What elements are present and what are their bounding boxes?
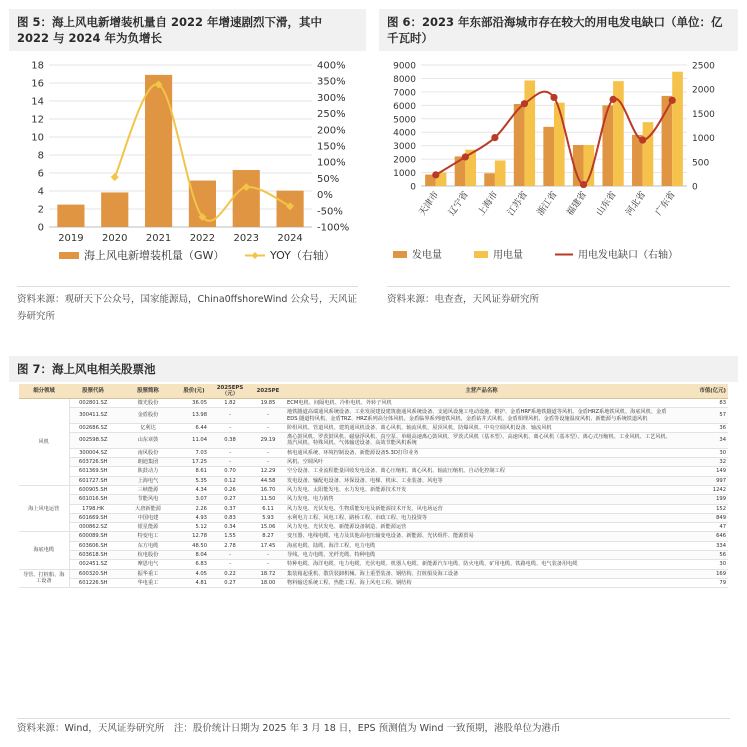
stock-pe: 18.00 bbox=[251, 578, 285, 587]
legend-label: 发电量 bbox=[412, 250, 442, 261]
x-tick-label: 天津市 bbox=[417, 189, 442, 218]
header-market-cap: 市值(亿元) bbox=[678, 384, 728, 399]
stock-products: 风机、空调风叶 bbox=[285, 458, 678, 467]
stock-name: 杭电股份 bbox=[117, 551, 179, 560]
stock-market-cap: 334 bbox=[678, 541, 728, 550]
stock-eps: - bbox=[209, 458, 251, 467]
line-point-chart6 bbox=[639, 136, 646, 143]
stock-market-cap: 849 bbox=[678, 513, 728, 522]
stock-products: 变压器、电线电缆、电力及其他高电压输变电设备、新能源、光伏组件、能源贸易 bbox=[285, 532, 678, 541]
line-point-chart6 bbox=[550, 94, 557, 101]
header-products: 主营产品名称 bbox=[285, 384, 678, 399]
table-row bbox=[19, 551, 728, 560]
stock-products: 发电设备、输配电设备、环保设备、电梯、机床、工业装备、风电等 bbox=[285, 476, 678, 485]
stock-eps: - bbox=[209, 448, 251, 457]
figure-7-source: 资料来源：Wind，天风证券研究所 注：股价统计日期为 2025 年 3 月 18 日，EPS 预测值为 Wind 一致预期，港股单位为港币 bbox=[17, 723, 561, 734]
table-header-row bbox=[19, 384, 728, 399]
stock-pe: 8.27 bbox=[251, 532, 285, 541]
stock-pool-table-wrap bbox=[19, 384, 728, 716]
table-row bbox=[19, 467, 728, 476]
line-point-chart6 bbox=[610, 96, 617, 103]
stock-price: 4.05 bbox=[179, 569, 209, 578]
x-tick-label: 辽宁省 bbox=[447, 189, 471, 218]
stock-code: 601669.SH bbox=[69, 513, 117, 522]
stock-pe: 11.50 bbox=[251, 495, 285, 504]
stock-products: 风力发电、电力销售 bbox=[285, 495, 678, 504]
stock-code: 601369.SH bbox=[69, 467, 117, 476]
y-left-tick-label: 5000 bbox=[393, 115, 416, 126]
x-tick-label: 河北省 bbox=[624, 189, 649, 218]
x-tick-label: 江苏省 bbox=[506, 189, 530, 218]
stock-code: 601727.SH bbox=[69, 476, 117, 485]
stock-code: 600905.SH bbox=[69, 485, 117, 494]
bar-chart6-s0 bbox=[543, 127, 554, 186]
stock-eps: 0.27 bbox=[209, 578, 251, 587]
y-right-tick-label: -50% bbox=[317, 206, 343, 218]
stock-eps: - bbox=[209, 423, 251, 432]
x-tick-label: 福建省 bbox=[565, 189, 590, 218]
y-left-tick-label: 0 bbox=[37, 222, 44, 234]
bar-chart5-s0 bbox=[101, 192, 128, 227]
bar-chart5-s0 bbox=[145, 75, 172, 227]
stock-market-cap: 30 bbox=[678, 560, 728, 569]
x-tick-label: 2021 bbox=[145, 233, 172, 244]
stock-code: 300411.SZ bbox=[69, 408, 117, 424]
stock-products: 风力发电、太阳能发电、水力发电、新能源技术开发 bbox=[285, 485, 678, 494]
header-sector: 细分领域 bbox=[19, 384, 69, 399]
stock-market-cap: 169 bbox=[678, 569, 728, 578]
table-row bbox=[19, 569, 728, 578]
stock-products: 物料输送系统工程、热能工程、海上风电工程、钢结构 bbox=[285, 578, 678, 587]
y-left-tick-label: 4000 bbox=[393, 128, 416, 139]
stock-name: 三峡能源 bbox=[117, 485, 179, 494]
sector-cell: 海上风电运营 bbox=[19, 485, 69, 531]
figure-7-divider bbox=[17, 718, 730, 719]
legend-swatch bbox=[474, 251, 488, 258]
y-left-tick-label: 16 bbox=[31, 78, 44, 90]
line-point-chart6 bbox=[491, 134, 498, 141]
y-right-tick-label: 100% bbox=[317, 157, 346, 169]
stock-name: 微光股份 bbox=[117, 399, 179, 408]
stock-code: 002686.SZ bbox=[69, 423, 117, 432]
y-left-tick-label: 2000 bbox=[393, 155, 416, 166]
stock-market-cap: 152 bbox=[678, 504, 728, 513]
stock-market-cap: 32 bbox=[678, 458, 728, 467]
stock-name: 振华重工 bbox=[117, 569, 179, 578]
stock-products: 导线、电力电缆、光纤光缆、特种电缆 bbox=[285, 551, 678, 560]
stock-eps: 1.55 bbox=[209, 532, 251, 541]
stock-market-cap: 199 bbox=[678, 495, 728, 504]
table-row bbox=[19, 513, 728, 522]
y-right-tick-label: 400% bbox=[317, 60, 346, 72]
stock-code: 601226.SH bbox=[69, 578, 117, 587]
stock-pe: 18.72 bbox=[251, 569, 285, 578]
y-left-tick-label: 8 bbox=[37, 150, 44, 162]
stock-eps: 0.83 bbox=[209, 513, 251, 522]
stock-name: 朗迪集团 bbox=[117, 458, 179, 467]
stock-price: 6.83 bbox=[179, 560, 209, 569]
bar-chart6-s1 bbox=[495, 160, 506, 186]
table-row bbox=[19, 495, 728, 504]
stock-name: 亿利达 bbox=[117, 423, 179, 432]
y-left-tick-label: 4 bbox=[37, 186, 44, 198]
stock-price: 6.44 bbox=[179, 423, 209, 432]
chart-5 bbox=[9, 53, 366, 281]
bar-chart6-s0 bbox=[514, 104, 525, 186]
y-right-tick-label: 1500 bbox=[692, 109, 715, 120]
stock-market-cap: 1242 bbox=[678, 485, 728, 494]
x-tick-label: 上海市 bbox=[476, 189, 501, 218]
stock-eps: 2.78 bbox=[209, 541, 251, 550]
table-row bbox=[19, 423, 728, 432]
stock-price: 11.04 bbox=[179, 433, 209, 449]
stock-price: 5.35 bbox=[179, 476, 209, 485]
stock-market-cap: 34 bbox=[678, 433, 728, 449]
legend-label: YOY（右轴） bbox=[270, 249, 335, 262]
header-eps: 2025EPS（元） bbox=[209, 384, 251, 399]
bar-chart6-s1 bbox=[672, 72, 683, 186]
stock-pe: 44.58 bbox=[251, 476, 285, 485]
stock-name: 南风股份 bbox=[117, 448, 179, 457]
stock-name: 银星能源 bbox=[117, 523, 179, 532]
stock-eps: 1.82 bbox=[209, 399, 251, 408]
legend-label: 用电发电缺口（右轴） bbox=[578, 250, 678, 261]
header-code: 股票代码 bbox=[69, 384, 117, 399]
table-row bbox=[19, 523, 728, 532]
x-tick-label: 2024 bbox=[277, 233, 303, 244]
y-left-tick-label: 14 bbox=[31, 96, 44, 108]
stock-pool-table bbox=[19, 384, 728, 588]
figure-7-title: 图 7：海上风电相关股票池 bbox=[9, 356, 738, 382]
stock-products: 集装箱起重机、散货装卸机械、海上重型装备、钢结构、打桩船及海工设备 bbox=[285, 569, 678, 578]
y-right-tick-label: 150% bbox=[317, 141, 346, 153]
stock-market-cap: 149 bbox=[678, 467, 728, 476]
stock-code: 603618.SH bbox=[69, 551, 117, 560]
stock-pe: - bbox=[251, 448, 285, 457]
table-row bbox=[19, 448, 728, 457]
y-right-tick-label: 250% bbox=[317, 109, 346, 121]
stock-code: 600089.SH bbox=[69, 532, 117, 541]
stock-price: 8.61 bbox=[179, 467, 209, 476]
table-row bbox=[19, 541, 728, 550]
stock-eps: 0.27 bbox=[209, 495, 251, 504]
stock-products: ECM电机、间隔电机、冷柜电机、外转子风机 bbox=[285, 399, 678, 408]
line-point-chart6 bbox=[432, 171, 439, 178]
figure-6-source: 资料来源：电查查，天风证券研究所 bbox=[387, 294, 540, 305]
x-tick-label: 2019 bbox=[58, 233, 84, 244]
figure-5-title: 图 5：海上风电新增装机量自 2022 年增速剧烈下滑，其中 2022 与 2024 年为负增长 bbox=[9, 9, 366, 51]
stock-code: 600320.SH bbox=[69, 569, 117, 578]
y-left-tick-label: 1000 bbox=[393, 169, 416, 180]
stock-code: 002598.SZ bbox=[69, 433, 117, 449]
header-price: 股价(元) bbox=[179, 384, 209, 399]
sector-cell: 导管、打桩船、海工设备 bbox=[19, 569, 69, 588]
bar-chart6-s1 bbox=[643, 122, 654, 186]
bar-chart5-s0 bbox=[57, 205, 84, 227]
stock-name: 特变电工 bbox=[117, 532, 179, 541]
stock-price: 48.50 bbox=[179, 541, 209, 550]
stock-market-cap: 57 bbox=[678, 408, 728, 424]
stock-products: 地铁隧道高端通风系统设备、工业发展建设建筑施通风系统设备、支通风设施工电动设施、维护、金盾HRF系地铁隧道等风机、金盾HRZ系地铁风机、海底风机、金盾EDS 隧道特风机、金盾TRZ、HRZ系列高分体风机、金盾临界系列地铁风机、金盾钻井式风机、金盾相理风机、金盾等设施温度风机、新能源与系统铁道风机 bbox=[285, 408, 678, 424]
stock-code: 300004.SZ bbox=[69, 448, 117, 457]
stock-products: 风力发电、光伏发电、新能源设备制造、新能源运营 bbox=[285, 523, 678, 532]
stock-eps: - bbox=[209, 408, 251, 424]
header-pe: 2025PE bbox=[251, 384, 285, 399]
table-row bbox=[19, 399, 728, 408]
y-left-tick-label: 8000 bbox=[393, 74, 416, 85]
stock-name: 东方电缆 bbox=[117, 541, 179, 550]
legend-label: 海上风电新增装机量（GW） bbox=[84, 249, 225, 262]
stock-eps: 0.26 bbox=[209, 485, 251, 494]
stock-eps: - bbox=[209, 551, 251, 560]
stock-price: 3.07 bbox=[179, 495, 209, 504]
stock-pe: 16.70 bbox=[251, 485, 285, 494]
line-point-chart6 bbox=[462, 153, 469, 160]
stock-name: 金盾股份 bbox=[117, 408, 179, 424]
stock-price: 7.03 bbox=[179, 448, 209, 457]
stock-eps: 0.70 bbox=[209, 467, 251, 476]
stock-market-cap: 56 bbox=[678, 551, 728, 560]
line-point-chart6 bbox=[521, 100, 528, 107]
stock-products: 离心鼓风机、罗茨鼓风机、磁悬浮风机、真空泵、单级高速离心鼓风机、罗茨式风机（基本型）、高速风机、离心风机（基本型）、离心式压缩机、工业风机、工艺风机、蒸汽风机、特殊风机、气体输送设备、高效节能风机系统 bbox=[285, 433, 678, 449]
stock-name: 中国电建 bbox=[117, 513, 179, 522]
stock-pe: 12.29 bbox=[251, 467, 285, 476]
figure-6 bbox=[379, 9, 738, 330]
stock-price: 5.12 bbox=[179, 523, 209, 532]
stock-pe: - bbox=[251, 551, 285, 560]
stock-pe: 17.45 bbox=[251, 541, 285, 550]
y-right-tick-label: 350% bbox=[317, 76, 346, 88]
y-right-tick-label: 0 bbox=[692, 182, 698, 193]
sector-cell: 风机 bbox=[19, 399, 69, 486]
y-left-tick-label: 2 bbox=[37, 204, 44, 216]
line-point-chart6 bbox=[580, 181, 587, 188]
stock-market-cap: 30 bbox=[678, 448, 728, 457]
stock-pe: 15.06 bbox=[251, 523, 285, 532]
stock-price: 4.93 bbox=[179, 513, 209, 522]
table-row bbox=[19, 458, 728, 467]
stock-pe: - bbox=[251, 408, 285, 424]
y-left-tick-label: 12 bbox=[31, 114, 44, 126]
stock-price: 12.78 bbox=[179, 532, 209, 541]
y-right-tick-label: 0% bbox=[317, 190, 333, 202]
stock-name: 节能风电 bbox=[117, 495, 179, 504]
x-tick-label: 广东省 bbox=[653, 189, 678, 218]
legend-swatch bbox=[59, 252, 79, 259]
x-tick-label: 山东省 bbox=[594, 189, 619, 218]
stock-name: 山东章鼓 bbox=[117, 433, 179, 449]
y-left-tick-label: 6000 bbox=[393, 101, 416, 112]
stock-price: 4.81 bbox=[179, 578, 209, 587]
legend-marker bbox=[252, 252, 259, 259]
figure-5 bbox=[9, 9, 366, 330]
y-left-tick-label: 10 bbox=[31, 132, 44, 144]
stock-code: 603726.SH bbox=[69, 458, 117, 467]
stock-code: 603606.SH bbox=[69, 541, 117, 550]
figure-7 bbox=[9, 356, 738, 741]
stock-market-cap: 79 bbox=[678, 578, 728, 587]
stock-name: 陕鼓动力 bbox=[117, 467, 179, 476]
stock-price: 2.26 bbox=[179, 504, 209, 513]
table-row bbox=[19, 433, 728, 449]
x-tick-label: 2022 bbox=[189, 233, 216, 244]
chart-6 bbox=[379, 53, 738, 281]
stock-market-cap: 997 bbox=[678, 476, 728, 485]
stock-price: 36.05 bbox=[179, 399, 209, 408]
legend-swatch bbox=[393, 251, 407, 258]
stock-name: 上海电气 bbox=[117, 476, 179, 485]
y-right-tick-label: 500 bbox=[692, 158, 710, 169]
y-right-tick-label: 200% bbox=[317, 125, 346, 137]
stock-eps: 0.12 bbox=[209, 476, 251, 485]
stock-eps: - bbox=[209, 560, 251, 569]
y-right-tick-label: 2500 bbox=[692, 61, 715, 72]
stock-price: 4.34 bbox=[179, 485, 209, 494]
stock-pe: 5.93 bbox=[251, 513, 285, 522]
y-left-tick-label: 9000 bbox=[393, 61, 416, 72]
stock-code: 002801.SZ bbox=[69, 399, 117, 408]
stock-pe: 19.85 bbox=[251, 399, 285, 408]
bar-chart6-s0 bbox=[602, 105, 613, 186]
stock-products: 特种电缆、海洋电缆、电力电缆、光伏电缆、机器人电缆、新能源汽车电缆、防火电缆、矿用电缆、铁路电缆、电气装备用电缆 bbox=[285, 560, 678, 569]
table-row bbox=[19, 408, 728, 424]
y-right-tick-label: -100% bbox=[317, 222, 350, 234]
stock-pe: - bbox=[251, 458, 285, 467]
stock-name: 摩恩电气 bbox=[117, 560, 179, 569]
stock-products: 核电通风系统、环境控制设备、新能源设备5.3D打印业务 bbox=[285, 448, 678, 457]
stock-eps: 0.34 bbox=[209, 523, 251, 532]
sector-cell: 海底电缆 bbox=[19, 532, 69, 569]
bar-chart6-s0 bbox=[484, 173, 495, 186]
stock-code: 1798.HK bbox=[69, 504, 117, 513]
stock-market-cap: 646 bbox=[678, 532, 728, 541]
stock-market-cap: 83 bbox=[678, 399, 728, 408]
stock-code: 000862.SZ bbox=[69, 523, 117, 532]
figure-6-title: 图 6：2023 年东部沿海城市存在较大的用电发电缺口（单位：亿千瓦时） bbox=[379, 9, 738, 51]
y-right-tick-label: 50% bbox=[317, 173, 340, 185]
line-point-chart6 bbox=[669, 97, 676, 104]
y-left-tick-label: 6 bbox=[37, 168, 44, 180]
stock-name: 大唐新能源 bbox=[117, 504, 179, 513]
figure-6-divider bbox=[387, 286, 730, 287]
table-row bbox=[19, 578, 728, 587]
bar-chart5-s0 bbox=[233, 170, 260, 227]
stock-eps: 0.22 bbox=[209, 569, 251, 578]
x-tick-label: 2020 bbox=[102, 233, 128, 244]
stock-products: 阶组风机、管道风机、建筑通风机设备、离心风机、轴流风机、屋顶风机、防爆风机、中央空调风机设备、轴流风机 bbox=[285, 423, 678, 432]
y-right-tick-label: 1000 bbox=[692, 134, 715, 145]
stock-eps: 0.37 bbox=[209, 504, 251, 513]
y-right-tick-label: 300% bbox=[317, 92, 346, 104]
bar-chart6-s1 bbox=[554, 103, 565, 186]
stock-products: 风力发电、光伏发电、生物质能发电及新能源技术开发、风电场运营 bbox=[285, 504, 678, 513]
y-right-tick-label: 2000 bbox=[692, 85, 715, 96]
stock-pe: 29.19 bbox=[251, 433, 285, 449]
stock-products: 空分设备、工业流程能量回收发电设备、离心压缩机、离心风机、轴流压缩机、自动化控制工程 bbox=[285, 467, 678, 476]
table-row bbox=[19, 560, 728, 569]
line-point-chart5 bbox=[111, 173, 119, 181]
y-left-tick-label: 7000 bbox=[393, 88, 416, 99]
y-left-tick-label: 0 bbox=[410, 182, 416, 193]
stock-price: 8.04 bbox=[179, 551, 209, 560]
figure-5-divider bbox=[17, 286, 358, 287]
stock-name: 华电重工 bbox=[117, 578, 179, 587]
stock-code: 002451.SZ bbox=[69, 560, 117, 569]
x-tick-label: 2023 bbox=[233, 233, 259, 244]
stock-pe: - bbox=[251, 560, 285, 569]
stock-pe: 6.11 bbox=[251, 504, 285, 513]
stock-code: 601016.SH bbox=[69, 495, 117, 504]
table-row bbox=[19, 532, 728, 541]
x-tick-label: 浙江省 bbox=[535, 189, 560, 218]
table-row bbox=[19, 485, 728, 494]
legend-label: 用电量 bbox=[493, 250, 523, 261]
y-left-tick-label: 18 bbox=[31, 60, 44, 72]
stock-price: 17.25 bbox=[179, 458, 209, 467]
table-row bbox=[19, 504, 728, 513]
stock-eps: 0.38 bbox=[209, 433, 251, 449]
table-row bbox=[19, 476, 728, 485]
stock-products: 水利电力工程、风电工程、路桥工程、市政工程、电力投资等 bbox=[285, 513, 678, 522]
stock-pe: - bbox=[251, 423, 285, 432]
stock-market-cap: 47 bbox=[678, 523, 728, 532]
stock-market-cap: 36 bbox=[678, 423, 728, 432]
y-left-tick-label: 3000 bbox=[393, 142, 416, 153]
stock-price: 13.98 bbox=[179, 408, 209, 424]
stock-products: 海底电缆、陆缆、海洋工程、电力电缆 bbox=[285, 541, 678, 550]
header-name: 股票简称 bbox=[117, 384, 179, 399]
figure-5-source: 资料来源：观研天下公众号，国家能源局，China0ffshoreWind 公众号，天风证券研究所 bbox=[17, 294, 357, 322]
